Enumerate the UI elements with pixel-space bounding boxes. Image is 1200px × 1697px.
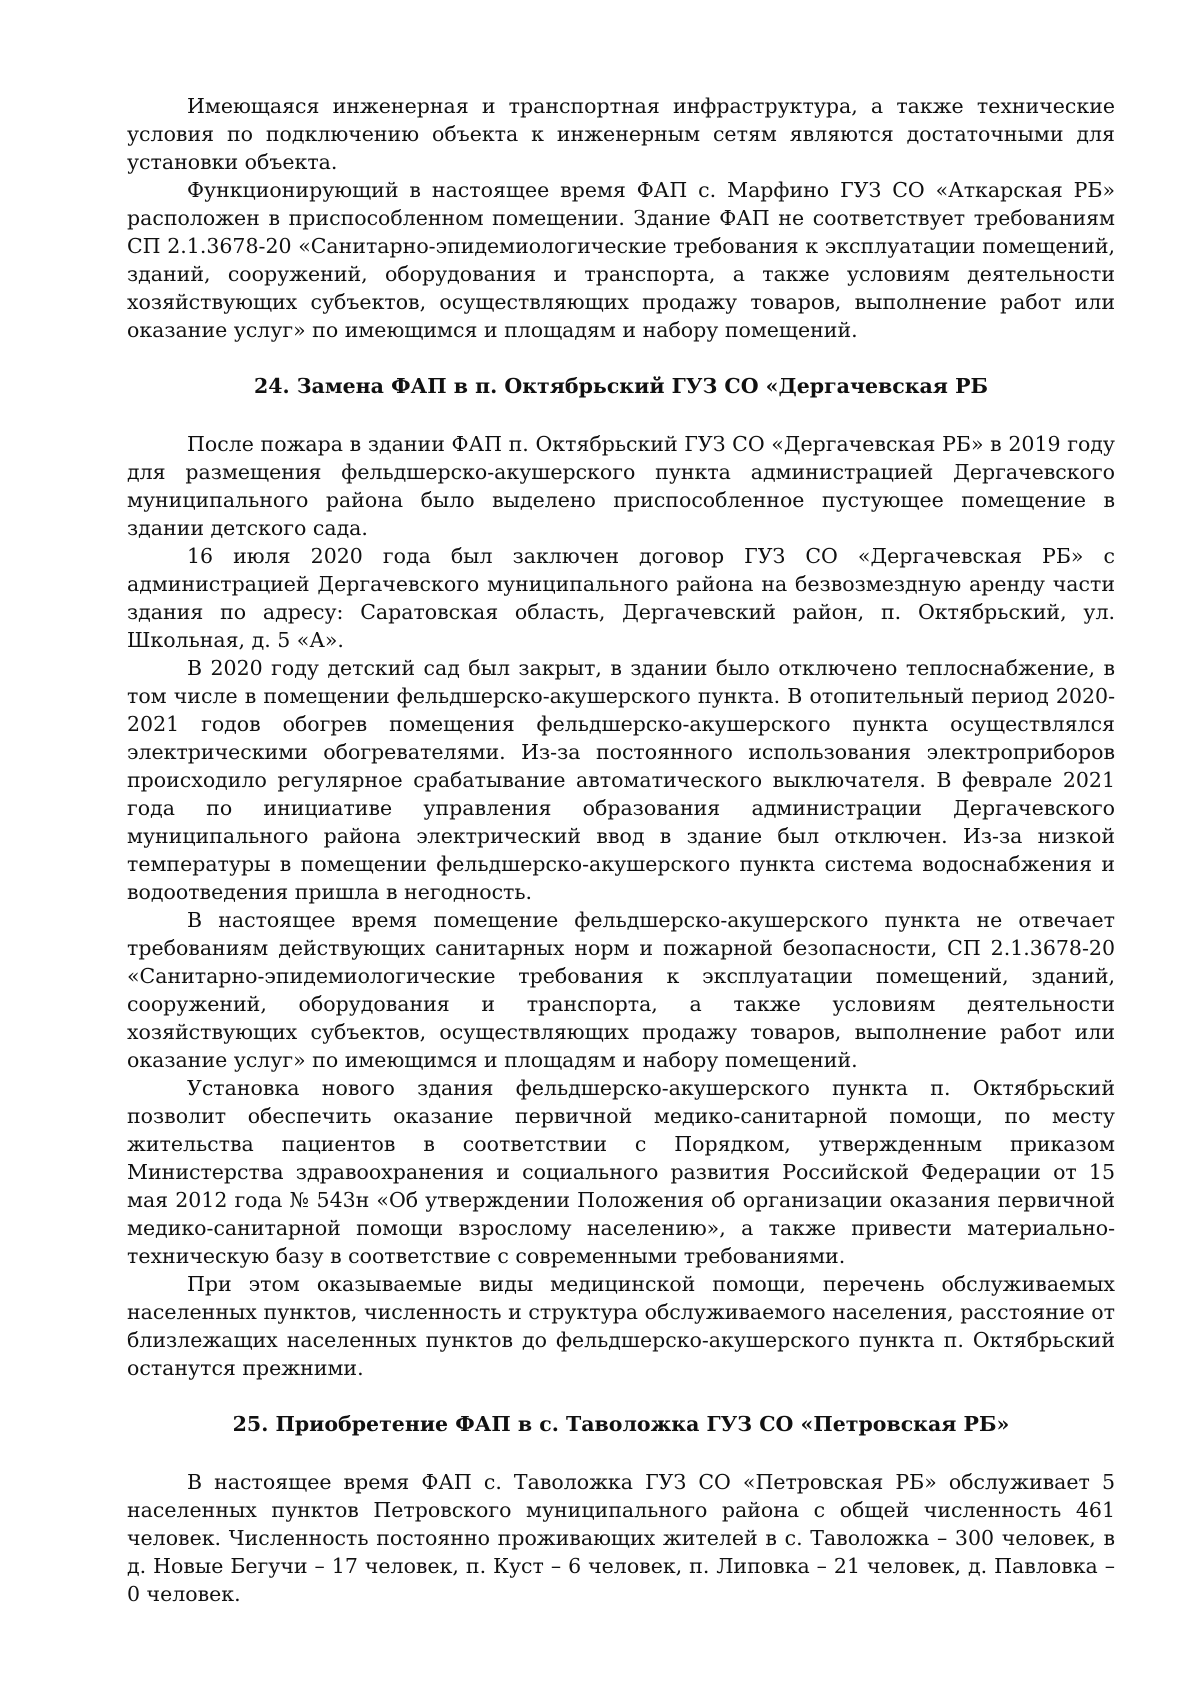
document-page (127, 92, 1115, 1608)
paragraph-requirements: В настоящее время помещение фельдшерско-акушерского пункта не отвечает требованиям действующих санитарных норм и пожарной безопасности, СП 2.1.3678-20 «Санитарно-эпидемиологические требования к эксплуатации помещений, зданий, сооружений, оборудования и транспорта, а также условиям деятельности хозяйствующих субъектов, осуществляющих продажу товаров, выполнение работ или оказание услуг» по имеющимся и площадям и набору помещений. (127, 908, 1115, 1072)
paragraph-tavolozhka: В настоящее время ФАП с. Таволожка ГУЗ СО «Петровская РБ» обслуживает 5 населенных пунктов Петровского муниципального района с общей численность 461 человек. Численность постоянно проживающих жителей в с. Таволожка – 300 человек, в д. Новые Бегучи – 17 человек, п. Куст – 6 человек, п. Липовка – 21 человек, д. Павловка – 0 человек. (127, 1470, 1115, 1606)
paragraph-fire: После пожара в здании ФАП п. Октябрьский ГУЗ СО «Дергачевская РБ» в 2019 году для размещения фельдшерско-акушерского пункта администрацией Дергачевского муниципального района было выделено приспособленное пустующее помещение в здании детского сада. (127, 432, 1115, 540)
paragraph-new-building: Установка нового здания фельдшерско-акушерского пункта п. Октябрьский позволит обеспечить оказание первичной медико-санитарной помощи, по месту жительства пациентов в соответствии с Порядком, утвержденным приказом Министерства здравоохранения и социального развития Российской Федерации от 15 мая 2012 года № 543н «Об утверждении Положения об организации оказания первичной медико-санитарной помощи взрослому населению», а также привести материально-техническую базу в соответствие с современными требованиями. (127, 1076, 1115, 1268)
paragraph-marfino-fap: Функционирующий в настоящее время ФАП с. Марфино ГУЗ СО «Аткарская РБ» расположен в приспособленном помещении. Здание ФАП не соответствует требованиям СП 2.1.3678-20 «Санитарно-эпидемиологические требования к эксплуатации помещений, зданий, сооружений, оборудования и транспорта, а также условиям деятельности хозяйствующих субъектов, осуществляющих продажу товаров, выполнение работ или оказание услуг» по имеющимся и площадям и набору помещений. (127, 178, 1115, 342)
paragraph-contract: 16 июля 2020 года был заключен договор ГУЗ СО «Дергачевская РБ» с администрацией Дергачевского муниципального района на безвозмездную аренду части здания по адресу: Саратовская область, Дергачевский район, п. Октябрьский, ул. Школьная, д. 5 «А». (127, 544, 1115, 652)
paragraph-kindergarten-closed: В 2020 году детский сад был закрыт, в здании было отключено теплоснабжение, в том числе в помещении фельдшерско-акушерского пункта. В отопительный период 2020-2021 годов обогрев помещения фельдшерско-акушерского пункта осуществлялся электрическими обогревателями. Из-за постоянного использования электроприборов происходило регулярное срабатывание автоматического выключателя. В феврале 2021 года по инициативе управления образования администрации Дергачевского муниципального района электрический ввод в здание был отключен. Из-за низкой температуры в помещении фельдшерско-акушерского пункта система водоснабжения и водоотведения пришла в негодность. (127, 656, 1115, 904)
paragraph-services-unchanged: При этом оказываемые виды медицинской помощи, перечень обслуживаемых населенных пунктов, численность и структура обслуживаемого населения, расстояние от близлежащих населенных пунктов до фельдшерско-акушерского пункта п. Октябрьский останутся прежними. (127, 1272, 1115, 1380)
spacer (127, 1382, 1115, 1410)
spacer (127, 344, 1115, 372)
spacer (127, 400, 1115, 430)
section-25-heading: 25. Приобретение ФАП в с. Таволожка ГУЗ СО «Петровская РБ» (232, 1412, 1010, 1436)
spacer (127, 1438, 1115, 1468)
paragraph-infrastructure: Имеющаяся инженерная и транспортная инфраструктура, а также технические условия по подключению объекта к инженерным сетям являются достаточными для установки объекта. (127, 94, 1115, 174)
section-24-heading: 24. Замена ФАП в п. Октябрьский ГУЗ СО «Дергачевская РБ (253, 374, 989, 398)
